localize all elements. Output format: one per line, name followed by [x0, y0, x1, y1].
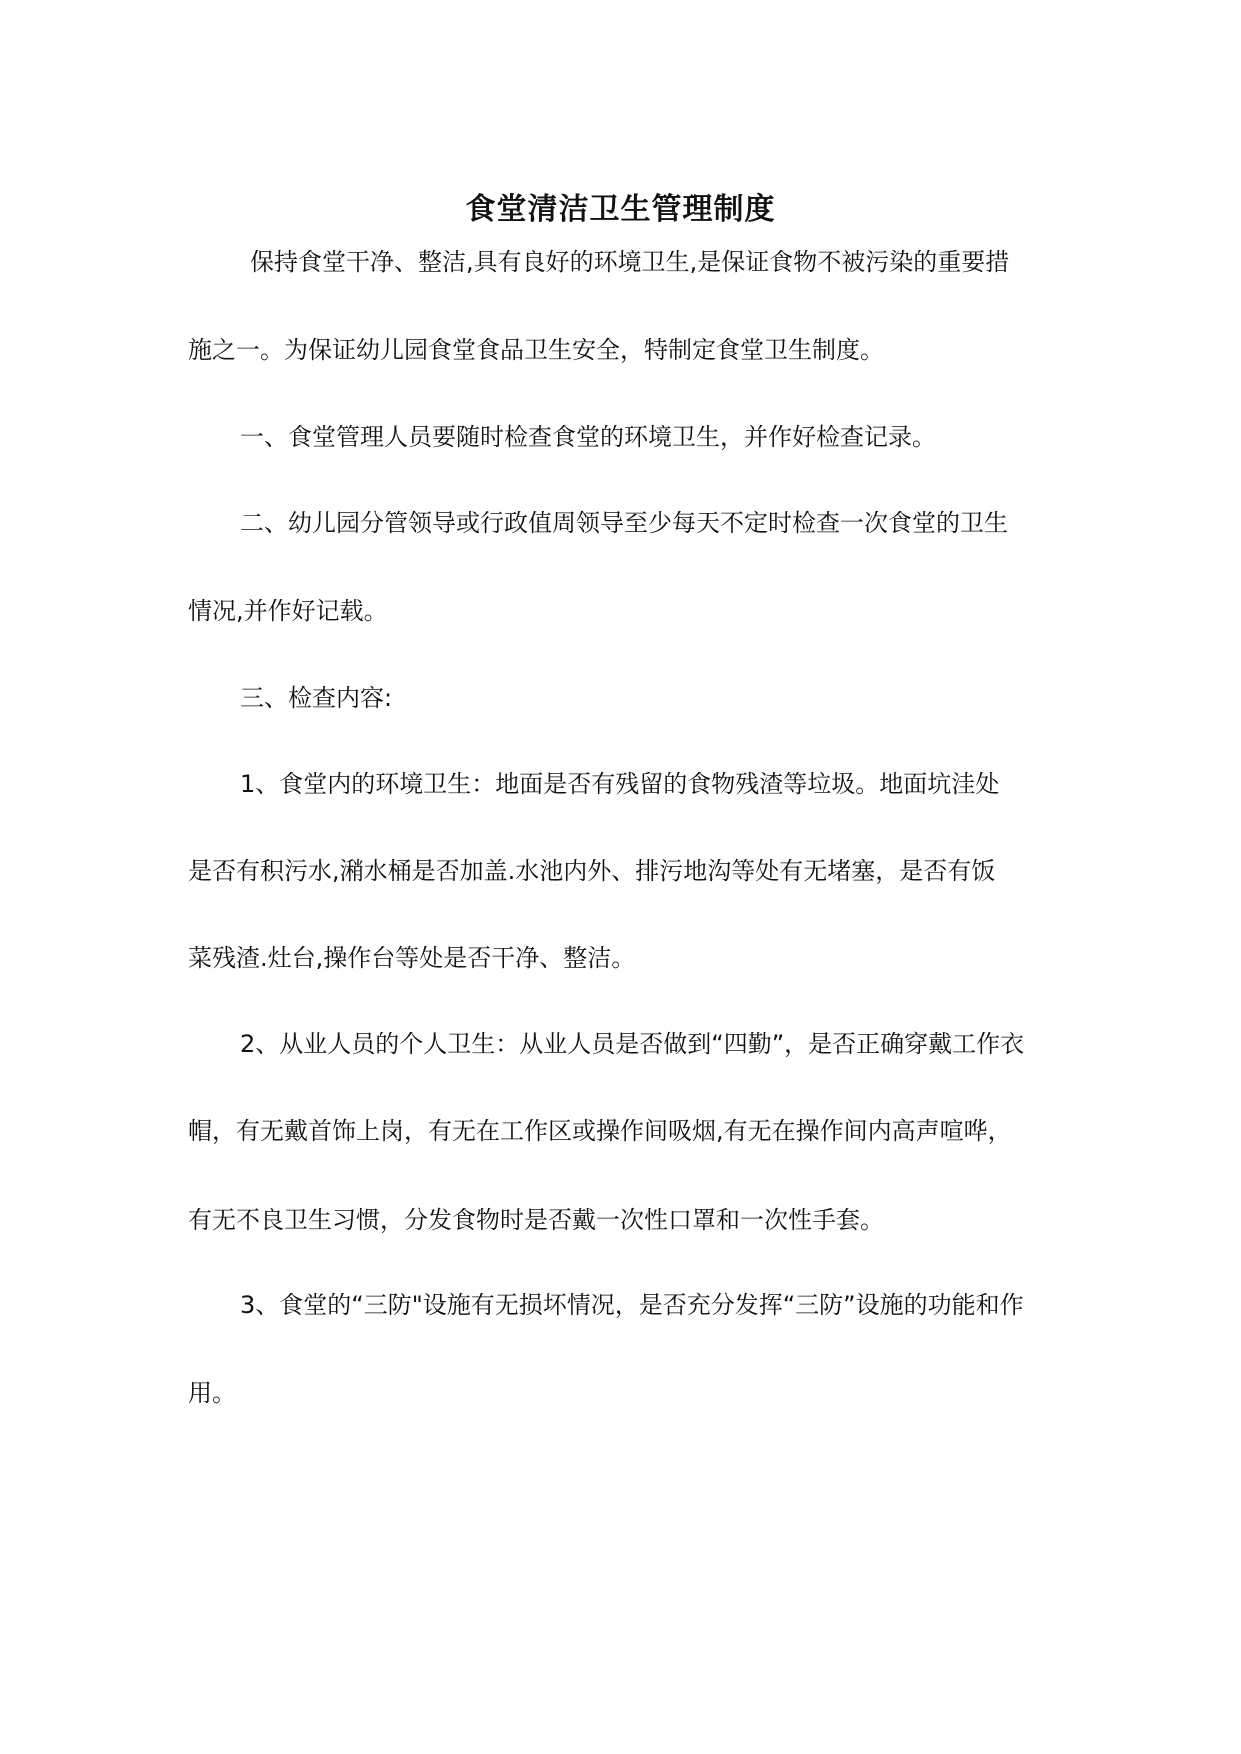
paragraph-line: 3、食堂的“三防"设施有无损坏情况，是否充分发挥“三防”设施的功能和作 — [240, 1291, 1024, 1319]
paragraph-line: 是否有积污水,潲水桶是否加盖.水池内外、排污地沟等处有无堵塞，是否有饭 — [188, 857, 996, 885]
paragraph-line: 2、从业人员的个人卫生：从业人员是否做到“四勤”，是否正确穿戴工作衣 — [240, 1030, 1025, 1058]
paragraph-line: 菜残渣.灶台,操作台等处是否干净、整洁。 — [188, 944, 636, 972]
paragraph-line: 三、检查内容: — [240, 684, 393, 712]
paragraph-line: 情况,并作好记载。 — [188, 597, 388, 625]
paragraph-line: 1、食堂内的环境卫生：地面是否有残留的食物残渣等垃圾。地面坑洼处 — [240, 770, 1000, 798]
paragraph-line: 有无不良卫生习惯，分发食物时是否戴一次性口罩和一次性手套。 — [188, 1206, 884, 1234]
paragraph-line: 施之一。为保证幼儿园食堂食品卫生安全，特制定食堂卫生制度。 — [188, 336, 884, 364]
document-title: 食堂清洁卫生管理制度 — [465, 192, 776, 227]
paragraph-line: 二、幼儿园分管领导或行政值周领导至少每天不定时检查一次食堂的卫生 — [240, 509, 1008, 537]
paragraph-line: 帽，有无戴首饰上岗，有无在工作区或操作间吸烟,有无在操作间内高声喧哗， — [188, 1117, 1012, 1145]
paragraph-line: 用。 — [188, 1379, 236, 1407]
paragraph-line: 一、食堂管理人员要随时检查食堂的环境卫生，并作好检查记录。 — [240, 423, 936, 451]
paragraph-line: 保持食堂干净、整洁,具有良好的环境卫生,是保证食物不被污染的重要措 — [250, 248, 1010, 276]
